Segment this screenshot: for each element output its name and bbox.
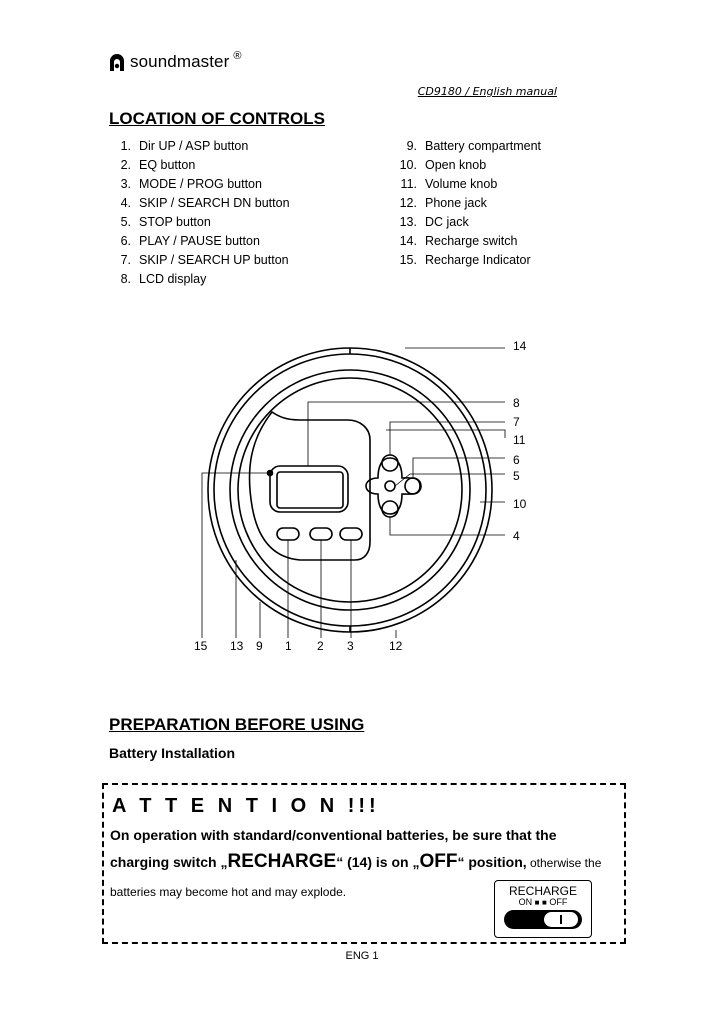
callout-label: 4 [513, 529, 520, 543]
item-number: 10. [399, 158, 417, 172]
list-item [394, 232, 541, 251]
item-label: EQ button [139, 158, 196, 172]
item-label: Volume knob [425, 177, 498, 191]
registered-mark: ® [233, 50, 242, 62]
control-panel-outline [249, 412, 370, 560]
item-label: MODE / PROG button [139, 177, 262, 191]
item-number: 11. [400, 177, 417, 191]
eq-button [310, 528, 332, 540]
list-item [108, 175, 290, 194]
list-item [108, 251, 290, 270]
item-number: 3. [120, 177, 131, 191]
item-label: LCD display [139, 272, 207, 286]
item-number: 15. [399, 253, 417, 267]
item-number: 13. [399, 215, 417, 229]
item-number: 4. [120, 196, 131, 210]
item-number: 12. [399, 196, 417, 210]
item-number: 9. [406, 139, 417, 153]
play-pause-button [405, 478, 421, 494]
lcd-display-outline [270, 466, 348, 512]
callout-label: 1 [285, 639, 292, 653]
soundmaster-logo-icon [108, 52, 126, 72]
list-item [394, 213, 541, 232]
cd-player-diagram [180, 330, 550, 660]
lcd-display-screen [277, 472, 343, 508]
item-number: 8. [120, 272, 131, 286]
switch-off-label: OFF [549, 897, 568, 907]
item-label: SKIP / SEARCH DN button [139, 196, 290, 210]
recharge-switch-illustration [494, 880, 592, 938]
brand-logo [108, 52, 241, 72]
list-item [394, 156, 541, 175]
document-reference: CD9180 / English manual [417, 85, 557, 98]
callout-label: 12 [389, 639, 403, 653]
callout-label: 11 [513, 433, 526, 447]
recharge-switch-knob [544, 912, 578, 927]
callout-label: 3 [347, 639, 354, 653]
lid-ring [230, 370, 470, 610]
text-segment: charging switch „ [110, 854, 228, 870]
item-label: Phone jack [425, 196, 487, 210]
callout-label: 15 [194, 639, 208, 653]
item-label: Recharge switch [425, 234, 518, 248]
callout-label: 9 [256, 639, 263, 653]
section-title-location: LOCATION OF CONTROLS [109, 109, 325, 128]
text-segment: “ position, [457, 854, 527, 870]
list-item [108, 137, 290, 156]
item-number: 7. [120, 253, 131, 267]
recharge-switch-track [504, 910, 582, 929]
item-label: STOP button [139, 215, 211, 229]
list-item [394, 194, 541, 213]
square-marker-icon: ■ [542, 898, 547, 907]
item-label: DC jack [425, 215, 469, 229]
callout-label: 10 [513, 497, 527, 511]
transport-button-cluster [366, 458, 420, 514]
controls-list-left [108, 137, 290, 289]
item-number: 1. [120, 139, 131, 153]
list-item [108, 232, 290, 251]
page-number: ENG 1 [345, 950, 379, 962]
outer-body-inner-ring [214, 354, 486, 626]
list-item [108, 213, 290, 232]
recharge-switch-states [495, 897, 591, 907]
switch-on-label: ON [518, 897, 533, 907]
list-item [108, 270, 290, 289]
item-label: Open knob [425, 158, 487, 172]
square-marker-icon: ■ [534, 898, 540, 907]
callout-label: 5 [513, 469, 520, 483]
attention-title: A T T E N T I O N !!! [112, 795, 380, 817]
item-number: 5. [120, 215, 131, 229]
dir-up-asp-button [277, 528, 299, 540]
item-label: Battery compartment [425, 139, 542, 153]
callout-label: 6 [513, 453, 520, 467]
list-item [108, 194, 290, 213]
callout-label: 14 [513, 339, 527, 353]
attention-box [102, 783, 626, 944]
callout-label: 8 [513, 396, 520, 410]
callout-label: 2 [317, 639, 324, 653]
attention-line-2 [110, 851, 601, 873]
item-label: Recharge Indicator [425, 253, 531, 267]
controls-list-right [394, 137, 541, 270]
attention-line-1: On operation with standard/conventional batteries, be sure that the [110, 827, 557, 843]
text-segment: otherwise the [526, 856, 602, 870]
mode-prog-button [340, 528, 362, 540]
text-segment: “ (14) is on „ [336, 854, 420, 870]
list-item [394, 251, 541, 270]
recharge-word: RECHARGE [227, 851, 337, 872]
off-word: OFF [419, 851, 458, 872]
list-item [394, 175, 541, 194]
item-number: 14. [399, 234, 417, 248]
callout-label: 7 [513, 415, 520, 429]
recharge-switch-title: RECHARGE [508, 884, 577, 898]
callout-label: 13 [230, 639, 244, 653]
item-label: Dir UP / ASP button [139, 139, 249, 153]
item-number: 6. [120, 234, 131, 248]
item-label: PLAY / PAUSE button [139, 234, 260, 248]
list-item [108, 156, 290, 175]
list-item [394, 137, 541, 156]
subsection-title-battery: Battery Installation [109, 745, 236, 761]
section-title-preparation: PREPARATION BEFORE USING [109, 715, 365, 734]
logo-text: soundmaster [130, 52, 230, 71]
attention-line-3: batteries may become hot and may explode. [110, 885, 347, 899]
stop-button [385, 481, 395, 491]
item-number: 2. [120, 158, 131, 172]
item-label: SKIP / SEARCH UP button [139, 253, 289, 267]
